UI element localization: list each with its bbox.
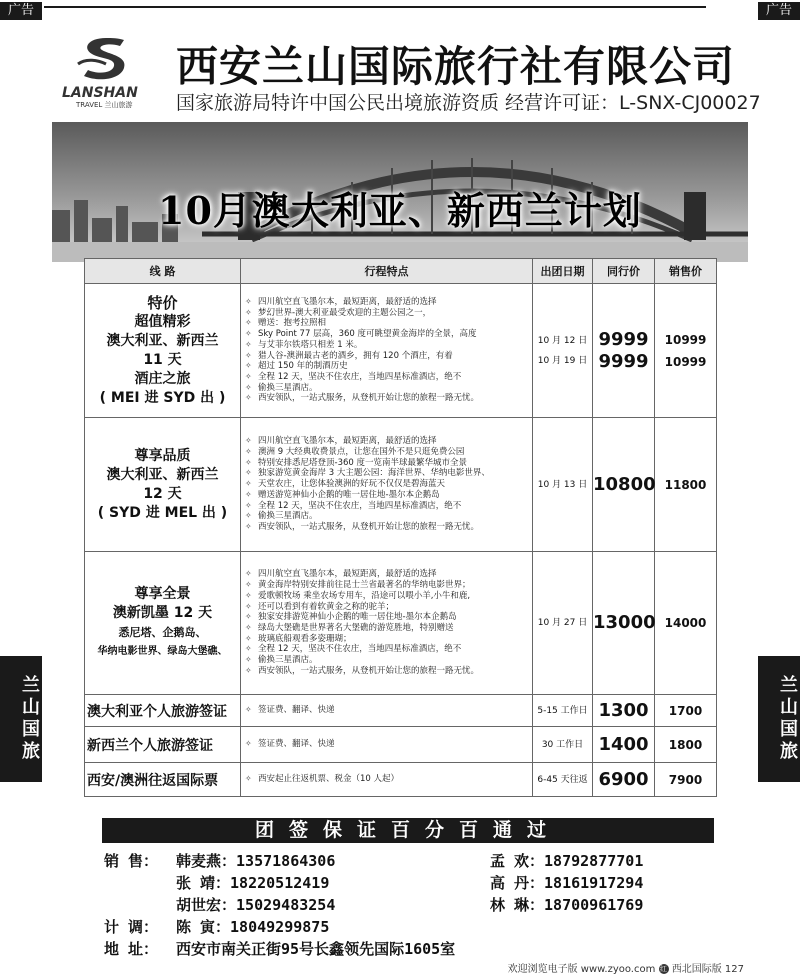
route-line: 尊享全景 [134,586,191,602]
feature-item: ✧ 四川航空直飞墨尔本，最短距离，最舒适的选择 [245,297,532,308]
contact-entry [176,872,329,893]
peer-price-cell [593,284,655,418]
departure-date: 10 月 12 日 [537,335,588,346]
feature-item: ✧ 独家安排游览神仙小企鹅的唯一居住地-墨尔本企鹅岛 [245,612,532,623]
contact-name: 林 琳： [490,896,545,914]
feature-item: ✧ 四川航空直飞墨尔本，最短距离，最舒适的选择 [245,569,532,580]
page-footer [508,960,744,975]
table-row [85,284,717,418]
ad-label-right: 广告 [758,2,800,20]
route-line: 酒庄之旅 [134,370,191,387]
table-header-row [85,259,717,284]
feature-item: ✧ 全程 12 天，坚决不住农庄，当地四星标准酒店，绝不 [245,644,532,655]
feature-item: ✧ 西安领队，一站式服务，从登机开始让您的旅程一路无忧。 [245,393,532,404]
feature-item: ✧ 西安领队，一站式服务，从登机开始让您的旅程一路无忧。 [245,522,532,533]
feature-item: ✧ 赠送游览神仙小企鹅的唯一居住地-墨尔本企鹅岛 [245,490,532,501]
route-cell [85,418,241,552]
table-row [85,763,717,797]
route-cell [85,284,241,418]
feature-item: ✧ 偷换三星酒店。 [245,383,532,394]
route-cell: 西安/澳洲往返国际票 [85,763,241,797]
contact-name: 胡世宏： [176,896,237,914]
footer-site: 欢迎浏览电子版 www.zyoo.com [507,964,656,975]
peer-price: 13000 [593,612,656,633]
footer-edition: 西北国际版 [671,964,722,975]
contact-phone: 13571864306 [236,852,336,870]
dates-cell: 30 工作日 [533,727,593,763]
peer-price: 6900 [593,763,655,797]
feature-item: ✧ 偷换三星酒店。 [245,655,532,666]
dates-cell [533,284,593,418]
feature-item: ✧ 签证费、翻译、快递 [245,739,532,750]
peer-price: 1400 [593,727,655,763]
sale-price-cell [655,552,717,695]
itinerary-table [84,258,717,797]
contact-phone: 18161917294 [544,874,644,892]
sales-label: 销 售： [104,852,159,870]
feature-item: ✧ Sky Point 77 层高，360 度可眺望黄金海岸的全景，高度 [245,329,532,340]
feature-item: ✧ 全程 12 天，坚决不住农庄，当地四星标准酒店，绝不 [245,501,532,512]
feature-item: ✧ 赠送：抱考拉照相 [245,318,532,329]
page-number: 127 [724,964,744,975]
guarantee-band: 团签保证百分百通过 [102,818,714,843]
peer-price: 9999 [598,328,649,350]
features-cell [241,284,533,418]
header-peer-price: 同行价 [593,259,655,284]
ad-label-left: 广告 [0,2,42,20]
feature-item: ✧ 还可以看到有着软黄金之称的驼羊； [245,602,532,613]
feature-item: ✧ 偷换三星酒店。 [245,511,532,522]
feature-item: ✧ 签证费、翻译、快递 [245,705,532,716]
operator-label: 计 调： [104,918,159,936]
sale-price: 11800 [664,477,707,492]
departure-date: 10 月 13 日 [537,479,588,490]
features-cell [241,763,533,797]
contact-phone: 18700961769 [544,896,644,914]
feature-item: ✧ 四川航空直飞墨尔本，最短距离，最舒适的选择 [245,436,532,447]
contact-entry [490,872,643,893]
feature-item: ✧ 猎人谷-澳洲最古老的酒乡，拥有 120 个酒庄，有着 [245,351,532,362]
top-rule [44,6,706,20]
features-cell [241,418,533,552]
route-line: 特价 [147,293,178,312]
dates-cell: 6-45 天往返 [533,763,593,797]
contact-phone: 18049299875 [230,918,330,936]
feature-item: ✧ 西安起止往返机票、税金（10 人起） [245,774,532,785]
feature-item: ✧ 爱歌顿牧场 乘坐农场专用车，沿途可以喂小羊,小牛和鹿, [245,591,532,602]
header-sale-price: 销售价 [655,259,717,284]
license-line: 国家旅游局特许中国公民出境旅游资质 经营许可证：L-SNX-CJ00027 [176,92,761,114]
route-cell: 新西兰个人旅游签证 [85,727,241,763]
route-cell [85,552,241,695]
features-cell [241,727,533,763]
departure-date: 10 月 27 日 [537,618,588,628]
table-row [85,727,717,763]
logo-brand-en: LANSHAN [62,85,138,101]
features-cell [241,695,533,727]
feature-item: ✧ 黄金海岸特别安排前往昆士兰省最著名的华纳电影世界； [245,580,532,591]
side-banner-left: 兰山国旅 [0,656,42,782]
dates-cell [533,552,593,695]
address: 西安市南关正街95号长鑫领先国际1605室 [176,940,456,958]
logo-brand-sub: TRAVEL 兰山旅游 [76,101,133,109]
peer-price: 1300 [593,695,655,727]
peer-price: 9999 [598,350,649,372]
feature-item: ✧ 玻璃底船观看多姿珊瑚； [245,634,532,645]
side-banner-right: 兰山国旅 [758,656,800,782]
departure-date: 10 月 19 日 [537,355,588,366]
route-line: 尊享品质 [134,447,191,464]
edition-badge-icon: 红 [660,965,668,973]
header-route: 线 路 [85,259,241,284]
lanshan-s-icon [62,34,152,82]
company-logo [62,34,152,109]
contact-name: 陈 寅： [176,918,231,936]
route-line: 11 天 [143,351,182,368]
table-row [85,552,717,695]
peer-price-cell [593,552,655,695]
contact-name: 孟 欢： [490,852,545,870]
hero-title: 10月澳大利亚、新西兰计划 [158,188,642,233]
header-features: 行程特点 [241,259,533,284]
table-row [85,418,717,552]
route-line: 悉尼塔、企鹅岛、 [118,626,207,639]
contact-phone: 18792877701 [544,852,644,870]
sale-price-cell [655,418,717,552]
feature-item: ✧ 天堂农庄，让您体验澳洲的好玩不仅仅是碧海蓝天 [245,479,532,490]
feature-item: ✧ 澳洲 9 大经典收费景点，让您在国外不是只逛免费公园 [245,447,532,458]
peer-price: 10800 [593,473,656,495]
contact-phone: 18220512419 [230,874,330,892]
dates-cell: 5-15 工作日 [533,695,593,727]
peer-price-cell [593,418,655,552]
address-label: 地 址： [104,940,159,958]
feature-item: ✧ 全程 12 天，坚决不住农庄，当地四星标准酒店，绝不 [245,372,532,383]
feature-item: ✧ 绿岛大堡礁是世界著名大堡礁的游览胜地，特别赠送 [245,623,532,634]
route-line: 澳新凯墨 12 天 [112,605,213,621]
route-line: 华纳电影世界、绿岛大堡礁、 [97,646,228,657]
feature-item: ✧ 西安领队，一站式服务，从登机开始让您的旅程一路无忧。 [245,666,532,677]
company-name: 西安兰山国际旅行社有限公司 [176,42,736,91]
contact-entry [490,850,643,871]
feature-item: ✧ 与艾菲尔铁塔只相差 1 米。 [245,340,532,351]
route-line: 12 天 [143,485,182,502]
route-line: 澳大利亚、新西兰 [106,332,219,349]
contact-name: 张 靖： [176,874,231,892]
route-line: 超值精彩 [134,313,191,330]
contact-phone: 15029483254 [236,896,336,914]
contact-entry [176,850,335,871]
header-dates: 出团日期 [533,259,593,284]
contact-name: 高 丹： [490,874,545,892]
contact-name: 韩麦燕： [176,852,237,870]
contact-entry [176,916,329,937]
route-line: ( SYD 进 MEL 出 ) [97,504,228,521]
contact-entry [176,894,335,915]
feature-item: ✧ 特别安排悉尼塔登顶-360 度一览南半球最繁华城市全景 [245,458,532,469]
feature-item: ✧ 独家游览黄金海岸 3 大主题公园：海洋世界、华纳电影世界、 [245,468,532,479]
feature-item: ✧ 超过 150 年的制酒历史 [245,361,532,372]
sale-price: 7900 [655,763,717,797]
dates-cell [533,418,593,552]
route-line: 澳大利亚、新西兰 [106,466,219,483]
sale-price: 10999 [664,332,707,347]
sale-price: 1800 [655,727,717,763]
table-row [85,695,717,727]
feature-item: ✧ 梦幻世界-澳大利亚最受欢迎的主题公园之一， [245,308,532,319]
sale-price: 10999 [664,354,707,369]
sale-price-cell [655,284,717,418]
features-cell [241,552,533,695]
sale-price: 1700 [655,695,717,727]
route-line: ( MEI 进 SYD 出 ) [99,389,226,406]
route-cell: 澳大利亚个人旅游签证 [85,695,241,727]
contact-entry [490,894,643,915]
sale-price: 14000 [664,616,707,630]
